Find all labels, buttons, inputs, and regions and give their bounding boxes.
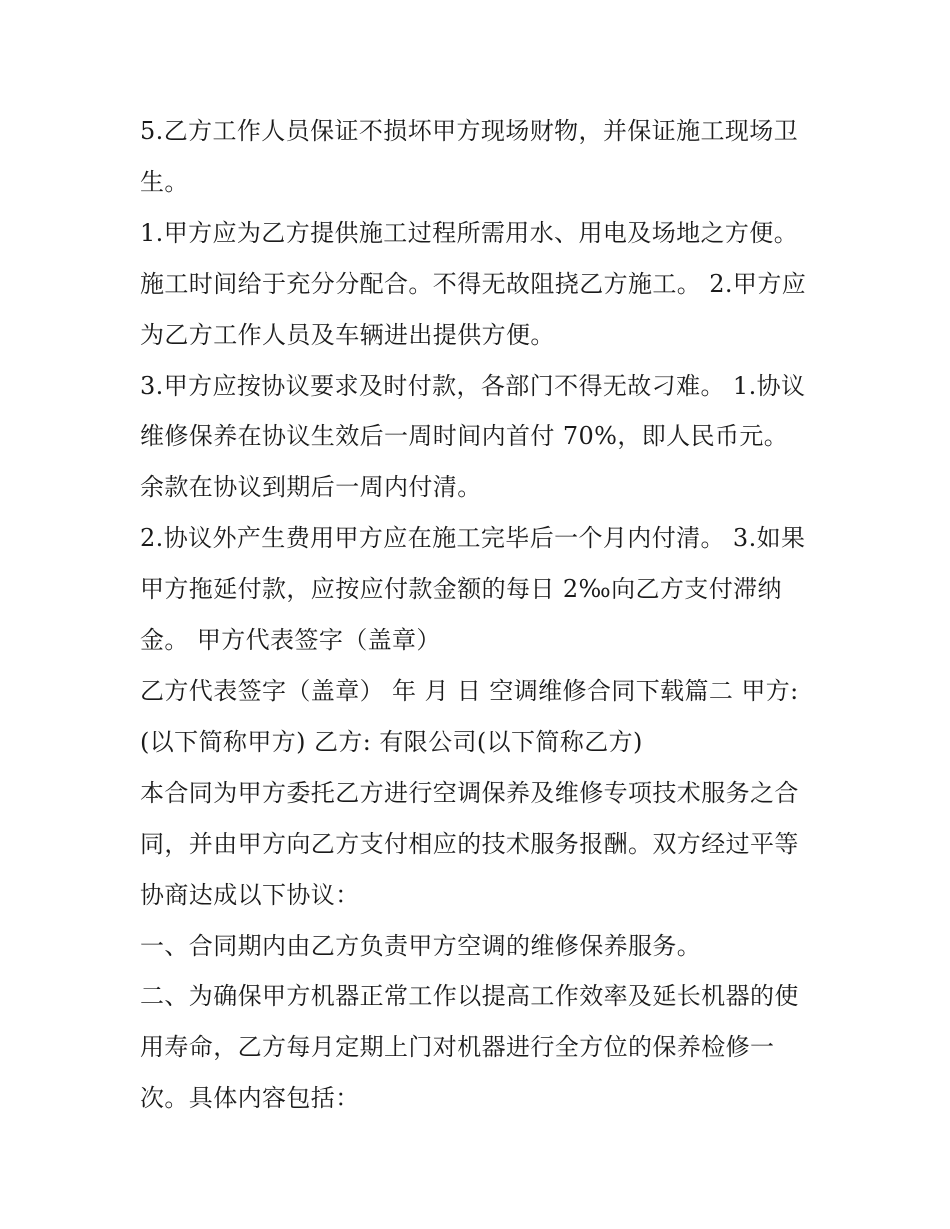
- text-line: 余款在协议到期后一周内付清。: [140, 473, 482, 502]
- text-line: 维修保养在协议生效后一周时间内首付 70%，即人民币元。: [140, 422, 789, 451]
- text-line: 二、为确保甲方机器正常工作以提高工作效率及延长机器的使: [140, 982, 799, 1011]
- text-line: 1.甲方应为乙方提供施工过程所需用水、用电及场地之方便。: [140, 218, 799, 247]
- text-line: 协商达成以下协议：: [140, 880, 360, 909]
- text-line: 同，并由甲方向乙方支付相应的技术服务报酬。双方经过平等: [140, 829, 799, 858]
- text-line: 2.协议外产生费用甲方应在施工完毕后一个月内付清。 3.如果: [140, 524, 806, 553]
- text-line: 为乙方工作人员及车辆进出提供方便。: [140, 320, 555, 349]
- text-line: 5.乙方工作人员保证不损坏甲方现场财物，并保证施工现场卫: [140, 117, 799, 145]
- text-line: 次。具体内容包括：: [140, 1084, 360, 1113]
- text-line: 本合同为甲方委托乙方进行空调保养及维修专项技术服务之合: [140, 778, 799, 807]
- text-line: 一、合同期内由乙方负责甲方空调的维修保养服务。: [140, 931, 702, 960]
- text-line: 用寿命，乙方每月定期上门对机器进行全方位的保养检修一: [140, 1033, 775, 1062]
- text-line: 金。 甲方代表签字（盖章）: [140, 626, 441, 655]
- document-body: [140, 106, 820, 1124]
- text-line: (以下简称甲方) 乙方: 有限公司(以下简称乙方): [140, 727, 643, 756]
- text-line: 乙方代表签字（盖章） 年 月 日 空调维修合同下载篇二 甲方:: [140, 676, 799, 705]
- text-line: 甲方拖延付款，应按应付款金额的每日 2‰向乙方支付滞纳: [140, 575, 782, 604]
- text-line: 3.甲方应按协议要求及时付款，各部门不得无故刁难。 1.协议: [140, 371, 806, 400]
- text-line: 生。: [140, 167, 189, 196]
- text-line: 施工时间给于充分分配合。不得无故阻挠乙方施工。 2.甲方应: [140, 269, 807, 298]
